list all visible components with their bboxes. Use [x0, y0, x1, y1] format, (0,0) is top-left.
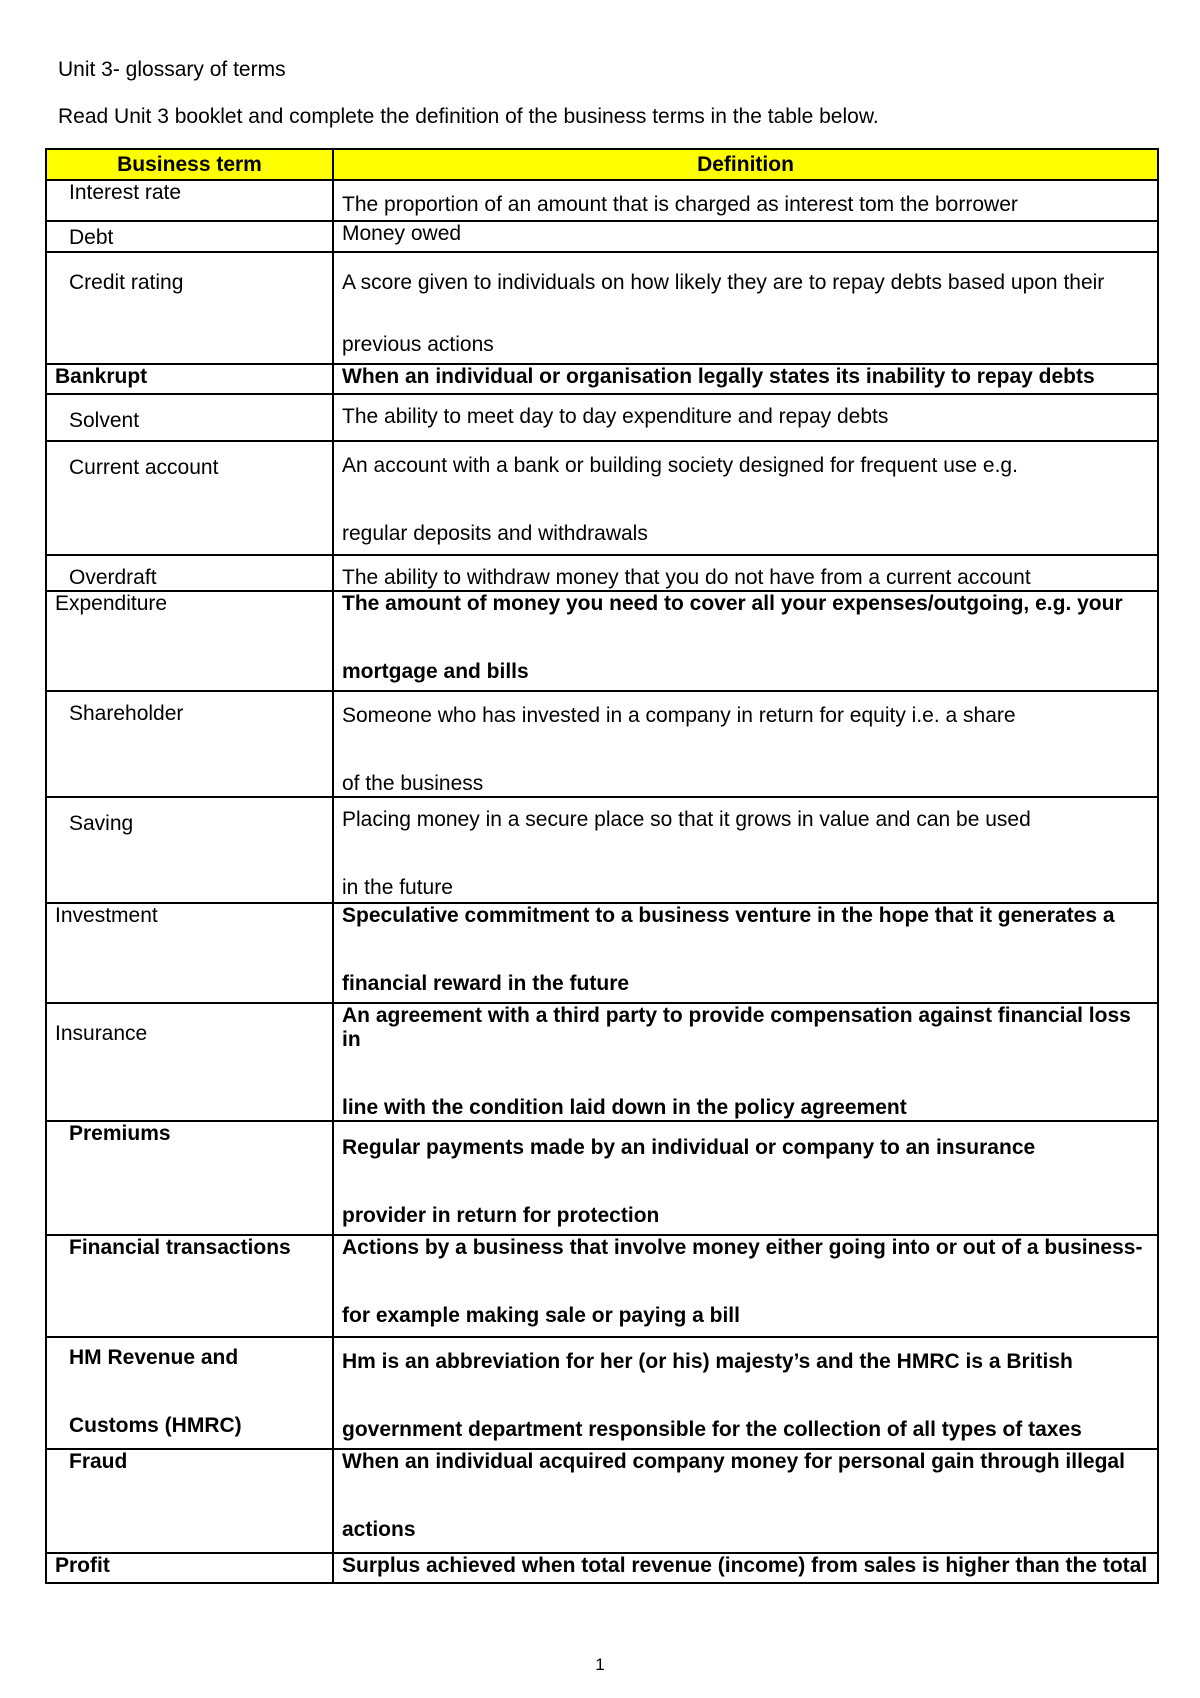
- definition-line: The amount of money you need to cover all your expenses/outgoing, e.g. your: [342, 592, 1123, 615]
- term-cell: [46, 1337, 333, 1449]
- definition-line: An account with a bank or building society designed for frequent use e.g.: [342, 454, 1018, 477]
- table-row: [46, 1235, 1158, 1337]
- definition-line: of the business: [342, 772, 484, 795]
- definition-line: regular deposits and withdrawals: [342, 522, 648, 545]
- term-cell: Insurance: [46, 1003, 333, 1121]
- definition-cell: [333, 903, 1158, 1003]
- term-cell: Premiums: [46, 1121, 333, 1235]
- definition-line: for example making sale or paying a bill: [342, 1304, 740, 1327]
- definition-cell: The ability to meet day to day expenditure and repay debts: [333, 394, 1158, 441]
- table-row: [46, 252, 1158, 364]
- definition-line: Someone who has invested in a company in return for equity i.e. a share: [342, 704, 1016, 727]
- definition-line: Placing money in a secure place so that it grows in value and can be used: [342, 808, 1031, 831]
- term-cell: Expenditure: [46, 591, 333, 691]
- definition-line: Actions by a business that involve money either going into or out of a business-: [342, 1236, 1143, 1259]
- table-row: [46, 797, 1158, 903]
- definition-cell: [333, 797, 1158, 903]
- definition-cell: [333, 1121, 1158, 1235]
- table-row: [46, 691, 1158, 797]
- definition-line: When an individual acquired company money for personal gain through illegal: [342, 1450, 1125, 1473]
- term-cell: Interest rate: [46, 180, 333, 221]
- term-cell: Solvent: [46, 394, 333, 441]
- term-cell: Profit: [46, 1553, 333, 1583]
- definition-line: line with the condition laid down in the policy agreement: [342, 1096, 907, 1119]
- definition-line: An agreement with a third party to provide compensation against financial loss in: [342, 1004, 1131, 1051]
- table-row: [46, 1337, 1158, 1449]
- definition-line: government department responsible for the collection of all types of taxes: [342, 1418, 1082, 1441]
- definition-line: A score given to individuals on how likely they are to repay debts based upon their: [342, 271, 1105, 294]
- definition-line: actions: [342, 1518, 416, 1541]
- table-row: [46, 591, 1158, 691]
- glossary-table: [45, 148, 1159, 1584]
- table-row: [46, 1003, 1158, 1121]
- definition-line: Regular payments made by an individual or company to an insurance: [342, 1136, 1036, 1159]
- term-cell: Credit rating: [46, 252, 333, 364]
- table-row: [46, 903, 1158, 1003]
- term-cell: Fraud: [46, 1449, 333, 1553]
- definition-cell: [333, 441, 1158, 555]
- page-title: Unit 3- glossary of terms: [58, 58, 286, 81]
- definition-cell: The ability to withdraw money that you do not have from a current account: [333, 555, 1158, 591]
- definition-cell: When an individual or organisation legally states its inability to repay debts: [333, 364, 1158, 394]
- header-business-term: Business term: [46, 149, 333, 180]
- term-cell: Bankrupt: [46, 364, 333, 394]
- instruction-text: Read Unit 3 booklet and complete the definition of the business terms in the table below.: [58, 105, 879, 128]
- definition-cell: [333, 591, 1158, 691]
- definition-line: Speculative commitment to a business venture in the hope that it generates a: [342, 904, 1115, 927]
- definition-cell: [333, 1235, 1158, 1337]
- table-row: [46, 364, 1158, 394]
- definition-line: financial reward in the future: [342, 972, 630, 995]
- definition-cell: [333, 691, 1158, 797]
- term-cell: Shareholder: [46, 691, 333, 797]
- definition-cell: Surplus achieved when total revenue (income) from sales is higher than the total: [333, 1553, 1158, 1583]
- table-row: [46, 394, 1158, 441]
- definition-cell: [333, 1003, 1158, 1121]
- definition-line: mortgage and bills: [342, 660, 529, 683]
- term-cell: Overdraft: [46, 555, 333, 591]
- term-line: Customs (HMRC): [69, 1414, 242, 1437]
- definition-cell: [333, 1337, 1158, 1449]
- table-row: [46, 555, 1158, 591]
- term-cell: Current account: [46, 441, 333, 555]
- definition-cell: [333, 1449, 1158, 1553]
- definition-cell: Money owed: [333, 221, 1158, 252]
- page-number: 1: [595, 1655, 605, 1674]
- table-row: [46, 180, 1158, 221]
- header-row: [46, 149, 1158, 180]
- table-row: [46, 1553, 1158, 1583]
- definition-line: provider in return for protection: [342, 1204, 660, 1227]
- table-row: [46, 221, 1158, 252]
- definition-cell: The proportion of an amount that is charged as interest tom the borrower: [333, 180, 1158, 221]
- definition-cell: [333, 252, 1158, 364]
- term-cell: Investment: [46, 903, 333, 1003]
- term-cell: Financial transactions: [46, 1235, 333, 1337]
- table-row: [46, 1449, 1158, 1553]
- table-row: [46, 1121, 1158, 1235]
- definition-line: in the future: [342, 876, 453, 899]
- term-cell: Saving: [46, 797, 333, 903]
- definition-line: Hm is an abbreviation for her (or his) majesty’s and the HMRC is a British: [342, 1350, 1073, 1373]
- term-cell: Debt: [46, 221, 333, 252]
- table-row: [46, 441, 1158, 555]
- header-definition: Definition: [333, 149, 1158, 180]
- definition-line: previous actions: [342, 333, 494, 356]
- term-line: HM Revenue and: [69, 1346, 239, 1369]
